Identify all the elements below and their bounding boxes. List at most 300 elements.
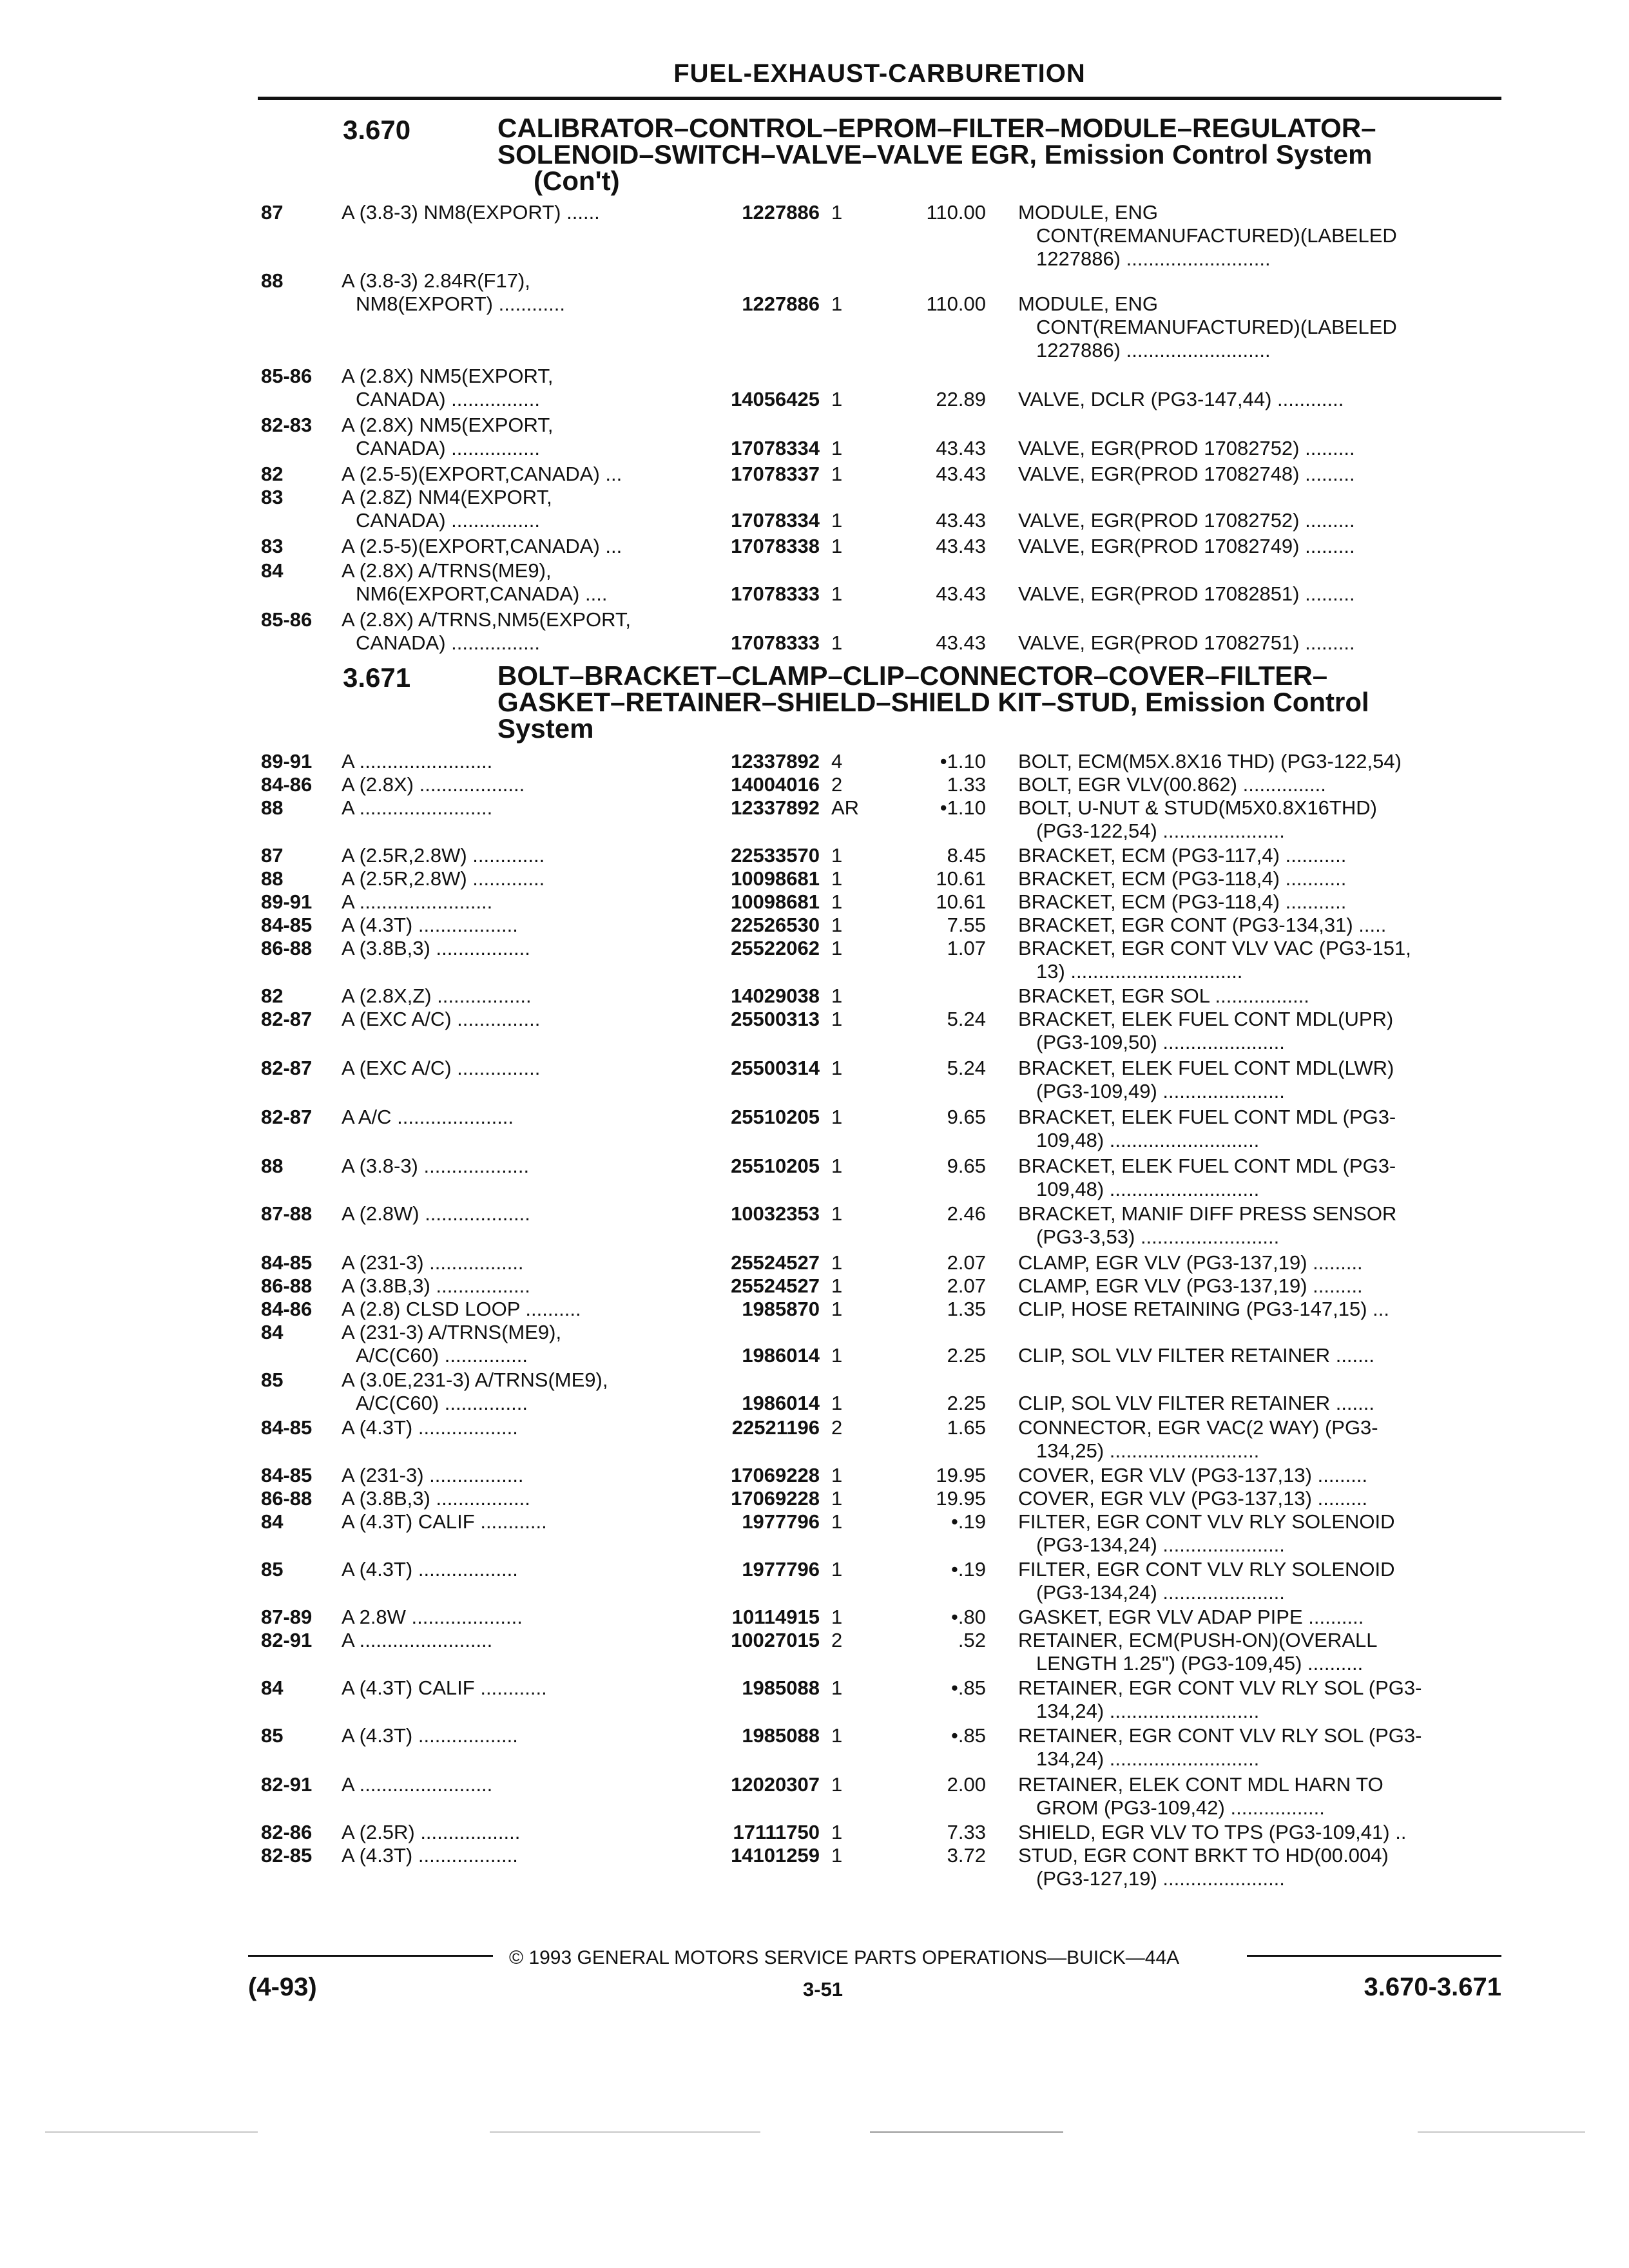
- description: [1018, 1606, 1489, 1629]
- description-line: CONT(REMANUFACTURED)(LABELED: [1036, 316, 1397, 338]
- application-line: A (2.5R,2.8W) .............: [342, 844, 545, 867]
- description-line: 109,48) ...........................: [1036, 1178, 1260, 1200]
- description-line: RETAINER, ELEK CONT MDL HARN TO: [1018, 1773, 1383, 1796]
- application-line: A/C(C60) ...............: [356, 1392, 528, 1414]
- application-line: A (3.8B,3) .................: [342, 1274, 530, 1297]
- model-year: 83: [261, 486, 284, 508]
- description: [1018, 1464, 1489, 1487]
- part-number: 1986014: [742, 1392, 820, 1414]
- description: [1018, 1251, 1489, 1274]
- price: 9.65: [947, 1155, 986, 1177]
- model-year: 82-87: [261, 1008, 313, 1030]
- part-number: 25500313: [731, 1008, 820, 1030]
- application-line: CANADA) ................: [356, 631, 540, 654]
- application-line: A (2.8X) NM5(EXPORT,: [342, 365, 554, 387]
- application-line: A (2.5R) ..................: [342, 1821, 521, 1843]
- section-title-line: System: [497, 713, 594, 744]
- application-line: A (3.8-3) ...................: [342, 1155, 530, 1177]
- footer-rule-left: [248, 1955, 493, 1957]
- scan-artifact: [1418, 2131, 1585, 2133]
- description-line: CLAMP, EGR VLV (PG3-137,19) .........: [1018, 1251, 1363, 1274]
- part-number: 17069228: [731, 1487, 820, 1510]
- model-year: 86-88: [261, 1274, 313, 1297]
- model-year: 85-86: [261, 608, 313, 631]
- footer-date: (4-93): [248, 1973, 317, 2001]
- application-line: A (4.3T) ..................: [342, 914, 518, 936]
- page-header-title: FUEL-EXHAUST-CARBURETION: [673, 59, 1086, 88]
- price: 2.25: [947, 1344, 986, 1367]
- description-line: (PG3-3,53) .........................: [1036, 1225, 1280, 1248]
- description-line: 1227886) ..........................: [1036, 339, 1271, 361]
- application-line: A 2.8W ....................: [342, 1606, 523, 1628]
- quantity: 1: [831, 1008, 843, 1030]
- part-number: 1977796: [742, 1510, 820, 1533]
- application-line: A (4.3T) ..................: [342, 1724, 518, 1747]
- application-line: A ........................: [342, 796, 493, 819]
- description: [1018, 890, 1489, 914]
- application-line: A ........................: [342, 1629, 493, 1651]
- description-line: CONNECTOR, EGR VAC(2 WAY) (PG3-: [1018, 1416, 1378, 1439]
- model-year: 84: [261, 1677, 284, 1699]
- description-line: (PG3-109,49) ......................: [1036, 1080, 1285, 1102]
- quantity: 1: [831, 1844, 843, 1867]
- quantity: 1: [831, 1821, 843, 1843]
- part-number: 17111750: [733, 1821, 820, 1843]
- description-line: VALVE, EGR(PROD 17082749) .........: [1018, 535, 1355, 557]
- part-number: 22526530: [731, 914, 820, 936]
- application-line: A (231-3) .................: [342, 1251, 524, 1274]
- quantity: 1: [831, 1202, 843, 1225]
- description-line: BOLT, EGR VLV(00.862) ...............: [1018, 773, 1326, 796]
- description-line: STUD, EGR CONT BRKT TO HD(00.004): [1018, 1844, 1389, 1867]
- application-line: A (231-3) .................: [342, 1464, 524, 1486]
- application-line: A (4.3T) CALIF ............: [342, 1677, 547, 1699]
- application: [342, 201, 689, 224]
- quantity: 1: [831, 437, 843, 459]
- application: [342, 486, 689, 532]
- description: [1018, 293, 1489, 362]
- part-number: 17078333: [731, 582, 820, 605]
- application-line: A (3.8-3) NM8(EXPORT) ......: [342, 201, 600, 224]
- quantity: 1: [831, 1677, 843, 1699]
- application-line: CANADA) ................: [356, 437, 540, 459]
- description: [1018, 914, 1489, 937]
- price: 43.43: [936, 509, 986, 532]
- model-year: 83: [261, 535, 284, 557]
- description-line: FILTER, EGR CONT VLV RLY SOLENOID: [1018, 1510, 1395, 1533]
- section-title: [497, 115, 1503, 194]
- quantity: 1: [831, 890, 843, 913]
- description: [1018, 1392, 1489, 1415]
- part-number: 17078338: [731, 535, 820, 557]
- application: [342, 1558, 689, 1581]
- price: 43.43: [936, 631, 986, 654]
- description-line: CLAMP, EGR VLV (PG3-137,19) .........: [1018, 1274, 1363, 1297]
- model-year: 82: [261, 463, 284, 485]
- description: [1018, 1155, 1489, 1201]
- application-line: A (2.5-5)(EXPORT,CANADA) ...: [342, 463, 622, 485]
- description: [1018, 985, 1489, 1008]
- application-line: A ........................: [342, 1773, 493, 1796]
- price: 1.35: [947, 1298, 986, 1320]
- model-year: 84-85: [261, 914, 313, 936]
- quantity: 1: [831, 1558, 843, 1581]
- part-number: 25522062: [731, 937, 820, 959]
- description-line: BRACKET, MANIF DIFF PRESS SENSOR: [1018, 1202, 1397, 1225]
- application: [342, 463, 689, 486]
- model-year: 84-85: [261, 1464, 313, 1486]
- application: [342, 608, 689, 655]
- application: [342, 1487, 689, 1510]
- description: [1018, 1057, 1489, 1103]
- price: 43.43: [936, 437, 986, 459]
- application-line: NM8(EXPORT) ............: [356, 293, 565, 315]
- description-line: BRACKET, ELEK FUEL CONT MDL (PG3-: [1018, 1106, 1396, 1128]
- description: [1018, 201, 1489, 271]
- application-line: CANADA) ................: [356, 388, 540, 410]
- quantity: 1: [831, 293, 843, 315]
- part-number: 1227886: [742, 201, 820, 224]
- quantity: 1: [831, 1724, 843, 1747]
- part-number: 14004016: [731, 773, 820, 796]
- description-line: GASKET, EGR VLV ADAP PIPE ..........: [1018, 1606, 1364, 1628]
- price: 7.55: [947, 914, 986, 936]
- part-number: 17078333: [731, 631, 820, 654]
- description-line: 1227886) ..........................: [1036, 247, 1271, 270]
- section-title-line: SOLENOID–SWITCH–VALVE–VALVE EGR, Emission Control System: [497, 139, 1373, 169]
- model-year: 82-87: [261, 1106, 313, 1128]
- description-line: RETAINER, EGR CONT VLV RLY SOL (PG3-: [1018, 1724, 1422, 1747]
- section-title-line: GASKET–RETAINER–SHIELD–SHIELD KIT–STUD, Emission Control: [497, 687, 1369, 717]
- description-line: MODULE, ENG: [1018, 293, 1159, 315]
- price: 1.65: [947, 1416, 986, 1439]
- description: [1018, 796, 1489, 843]
- description-line: BOLT, U-NUT & STUD(M5X0.8X16THD): [1018, 796, 1377, 819]
- description-line: BRACKET, ELEK FUEL CONT MDL (PG3-: [1018, 1155, 1396, 1177]
- footer-page-number: 3-51: [803, 1978, 843, 2001]
- price: 110.00: [926, 293, 986, 315]
- application-line: A ........................: [342, 890, 493, 913]
- price: 10.61: [936, 890, 986, 913]
- application: [342, 773, 689, 796]
- description-line: BRACKET, ECM (PG3-117,4) ...........: [1018, 844, 1347, 867]
- footer-section-range: 3.670-3.671: [1364, 1973, 1501, 2001]
- model-year: 87: [261, 201, 284, 224]
- application: [342, 365, 689, 411]
- quantity: 1: [831, 1155, 843, 1177]
- quantity: 1: [831, 535, 843, 557]
- part-number: 25510205: [731, 1106, 820, 1128]
- application-line: A (2.8X) A/TRNS,NM5(EXPORT,: [342, 608, 631, 631]
- quantity: 1: [831, 1251, 843, 1274]
- application-line: A (3.8-3) 2.84R(F17),: [342, 269, 530, 292]
- part-number: 14029038: [731, 985, 820, 1007]
- application: [342, 985, 689, 1008]
- model-year: 85: [261, 1724, 284, 1747]
- price: 43.43: [936, 535, 986, 557]
- application: [342, 1844, 689, 1867]
- description: [1018, 1274, 1489, 1298]
- quantity: 1: [831, 1392, 843, 1414]
- application: [342, 1251, 689, 1274]
- quantity: 1: [831, 1298, 843, 1320]
- section-title-line: (Con't): [534, 166, 620, 196]
- section-number: 3.671: [343, 662, 411, 693]
- quantity: 1: [831, 463, 843, 485]
- model-year: 87-89: [261, 1606, 313, 1628]
- price: •.19: [951, 1510, 986, 1533]
- description-line: LENGTH 1.25") (PG3-109,45) ..........: [1036, 1652, 1364, 1675]
- application-line: A (231-3) A/TRNS(ME9),: [342, 1321, 562, 1343]
- description: [1018, 1821, 1489, 1844]
- model-year: 82-91: [261, 1629, 313, 1651]
- quantity: 1: [831, 1464, 843, 1486]
- description: [1018, 750, 1489, 773]
- model-year: 88: [261, 1155, 284, 1177]
- application: [342, 1464, 689, 1487]
- description: [1018, 631, 1489, 655]
- application: [342, 1677, 689, 1700]
- description-line: RETAINER, ECM(PUSH-ON)(OVERALL: [1018, 1629, 1378, 1651]
- description-line: BRACKET, EGR SOL .................: [1018, 985, 1309, 1007]
- section-number: 3.670: [343, 115, 411, 145]
- part-number: 25524527: [731, 1274, 820, 1297]
- application-line: CANADA) ................: [356, 509, 540, 532]
- model-year: 82-86: [261, 1821, 313, 1843]
- price: 1.33: [947, 773, 986, 796]
- application-line: A (2.8X) ...................: [342, 773, 525, 796]
- part-number: 1227886: [742, 293, 820, 315]
- price: 5.24: [947, 1057, 986, 1079]
- price: 19.95: [936, 1487, 986, 1510]
- description: [1018, 1487, 1489, 1510]
- price: •.80: [951, 1606, 986, 1628]
- description: [1018, 1416, 1489, 1463]
- quantity: 1: [831, 1344, 843, 1367]
- application: [342, 1510, 689, 1533]
- application-line: A (2.8Z) NM4(EXPORT,: [342, 486, 552, 508]
- footer-rule-right: [1247, 1955, 1501, 1957]
- model-year: 88: [261, 269, 284, 292]
- description: [1018, 535, 1489, 558]
- application: [342, 1606, 689, 1629]
- description: [1018, 1629, 1489, 1675]
- part-number: 25524527: [731, 1251, 820, 1274]
- description-line: VALVE, EGR(PROD 17082751) .........: [1018, 631, 1355, 654]
- description-line: BRACKET, ELEK FUEL CONT MDL(UPR): [1018, 1008, 1394, 1030]
- footer-copyright: © 1993 GENERAL MOTORS SERVICE PARTS OPERATIONS—BUICK—44A: [509, 1947, 1180, 1968]
- model-year: 82-85: [261, 1844, 313, 1867]
- quantity: 1: [831, 388, 843, 410]
- application-line: A (3.8B,3) .................: [342, 937, 530, 959]
- price: 2.46: [947, 1202, 986, 1225]
- description-line: CLIP, SOL VLV FILTER RETAINER .......: [1018, 1344, 1374, 1367]
- part-number: 1986014: [742, 1344, 820, 1367]
- part-number: 22521196: [731, 1416, 820, 1439]
- application: [342, 1057, 689, 1080]
- price: 2.00: [947, 1773, 986, 1796]
- price: 2.07: [947, 1274, 986, 1297]
- price: 110.00: [926, 201, 986, 224]
- part-number: 12337892: [731, 750, 820, 773]
- description: [1018, 1008, 1489, 1054]
- application-line: NM6(EXPORT,CANADA) ....: [356, 582, 608, 605]
- header-rule: [258, 97, 1501, 100]
- price: 43.43: [936, 582, 986, 605]
- application: [342, 1773, 689, 1796]
- description-line: BRACKET, ELEK FUEL CONT MDL(LWR): [1018, 1057, 1394, 1079]
- description-line: (PG3-134,24) ......................: [1036, 1533, 1285, 1556]
- application: [342, 1155, 689, 1178]
- part-number: 10098681: [731, 890, 820, 913]
- application-line: A (2.8X) NM5(EXPORT,: [342, 414, 554, 436]
- model-year: 84-86: [261, 1298, 313, 1320]
- application: [342, 937, 689, 960]
- description-line: VALVE, EGR(PROD 17082748) .........: [1018, 463, 1355, 485]
- description: [1018, 1202, 1489, 1249]
- description: [1018, 437, 1489, 460]
- quantity: 1: [831, 985, 843, 1007]
- application-line: A (EXC A/C) ...............: [342, 1008, 541, 1030]
- quantity: 1: [831, 937, 843, 959]
- part-number: 17078334: [731, 437, 820, 459]
- description: [1018, 1510, 1489, 1557]
- description: [1018, 1106, 1489, 1152]
- application: [342, 1321, 689, 1367]
- price: .52: [958, 1629, 986, 1651]
- part-number: 10032353: [731, 1202, 820, 1225]
- application: [342, 844, 689, 867]
- model-year: 86-88: [261, 1487, 313, 1510]
- description-line: CLIP, HOSE RETAINING (PG3-147,15) ...: [1018, 1298, 1389, 1320]
- application: [342, 914, 689, 937]
- application: [342, 1724, 689, 1747]
- price: •.19: [951, 1558, 986, 1581]
- price: 22.89: [936, 388, 986, 410]
- application: [342, 269, 689, 316]
- description-line: 134,24) ...........................: [1036, 1747, 1260, 1770]
- application: [342, 1298, 689, 1321]
- description-line: COVER, EGR VLV (PG3-137,13) .........: [1018, 1464, 1368, 1486]
- application: [342, 796, 689, 820]
- description: [1018, 1724, 1489, 1771]
- application-line: A (3.0E,231-3) A/TRNS(ME9),: [342, 1369, 608, 1391]
- model-year: 88: [261, 867, 284, 890]
- application-line: A (2.8W) ...................: [342, 1202, 530, 1225]
- part-number: 1977796: [742, 1558, 820, 1581]
- application-line: A/C(C60) ...............: [356, 1344, 528, 1367]
- part-number: 10027015: [731, 1629, 820, 1651]
- quantity: AR: [831, 796, 860, 819]
- description: [1018, 937, 1489, 983]
- model-year: 85: [261, 1558, 284, 1581]
- description-line: 109,48) ...........................: [1036, 1129, 1260, 1151]
- model-year: 85-86: [261, 365, 313, 387]
- description: [1018, 1773, 1489, 1820]
- price: •.85: [951, 1724, 986, 1747]
- quantity: 1: [831, 1606, 843, 1628]
- part-number: 10098681: [731, 867, 820, 890]
- model-year: 82-91: [261, 1773, 313, 1796]
- section-title-line: BOLT–BRACKET–CLAMP–CLIP–CONNECTOR–COVER–FILTER–: [497, 660, 1328, 691]
- part-number: 10114915: [731, 1606, 820, 1628]
- description-line: BRACKET, ECM (PG3-118,4) ...........: [1018, 890, 1347, 913]
- application-line: A (EXC A/C) ...............: [342, 1057, 541, 1079]
- quantity: 1: [831, 844, 843, 867]
- model-year: 84-85: [261, 1416, 313, 1439]
- quantity: 1: [831, 1274, 843, 1297]
- quantity: 1: [831, 1057, 843, 1079]
- model-year: 86-88: [261, 937, 313, 959]
- description: [1018, 1344, 1489, 1367]
- application-line: A A/C .....................: [342, 1106, 514, 1128]
- description: [1018, 773, 1489, 796]
- scan-artifact: [870, 2131, 1063, 2133]
- application: [342, 1106, 689, 1129]
- part-number: 25510205: [731, 1155, 820, 1177]
- description: [1018, 1558, 1489, 1604]
- part-number: 25500314: [731, 1057, 820, 1079]
- application: [342, 750, 689, 773]
- application-line: A (4.3T) CALIF ............: [342, 1510, 547, 1533]
- application: [342, 1629, 689, 1652]
- description-line: BRACKET, ECM (PG3-118,4) ...........: [1018, 867, 1347, 890]
- model-year: 84-86: [261, 773, 313, 796]
- scan-artifact: [45, 2131, 258, 2133]
- quantity: 2: [831, 1416, 843, 1439]
- description-line: FILTER, EGR CONT VLV RLY SOLENOID: [1018, 1558, 1395, 1581]
- quantity: 1: [831, 1510, 843, 1533]
- model-year: 84-85: [261, 1251, 313, 1274]
- description-line: CONT(REMANUFACTURED)(LABELED: [1036, 224, 1397, 247]
- part-number: 14056425: [731, 388, 820, 410]
- application: [342, 890, 689, 914]
- model-year: 87-88: [261, 1202, 313, 1225]
- part-number: 17078337: [731, 463, 820, 485]
- quantity: 1: [831, 201, 843, 224]
- application: [342, 1202, 689, 1225]
- scan-artifact: [490, 2131, 760, 2133]
- description: [1018, 1677, 1489, 1723]
- description-line: (PG3-134,24) ......................: [1036, 1581, 1285, 1604]
- quantity: 1: [831, 914, 843, 936]
- description: [1018, 388, 1489, 411]
- price: 5.24: [947, 1008, 986, 1030]
- description-line: VALVE, EGR(PROD 17082752) .........: [1018, 509, 1355, 532]
- description: [1018, 463, 1489, 486]
- model-year: 85: [261, 1369, 284, 1391]
- description-line: 134,24) ...........................: [1036, 1700, 1260, 1722]
- application: [342, 535, 689, 558]
- application: [342, 1369, 689, 1415]
- section-title-line: CALIBRATOR–CONTROL–EPROM–FILTER–MODULE–REGULATOR–: [497, 113, 1376, 143]
- quantity: 1: [831, 1773, 843, 1796]
- application: [342, 559, 689, 606]
- application: [342, 1008, 689, 1031]
- price: 10.61: [936, 867, 986, 890]
- description: [1018, 867, 1489, 890]
- description-line: BOLT, ECM(M5X.8X16 THD) (PG3-122,54): [1018, 750, 1402, 773]
- price: 43.43: [936, 463, 986, 485]
- part-number: 1985088: [742, 1724, 820, 1747]
- description: [1018, 1844, 1489, 1890]
- price: 2.07: [947, 1251, 986, 1274]
- quantity: 2: [831, 773, 843, 796]
- description-line: CLIP, SOL VLV FILTER RETAINER .......: [1018, 1392, 1374, 1414]
- part-number: 1985088: [742, 1677, 820, 1699]
- description-line: MODULE, ENG: [1018, 201, 1159, 224]
- application-line: A (4.3T) ..................: [342, 1558, 518, 1581]
